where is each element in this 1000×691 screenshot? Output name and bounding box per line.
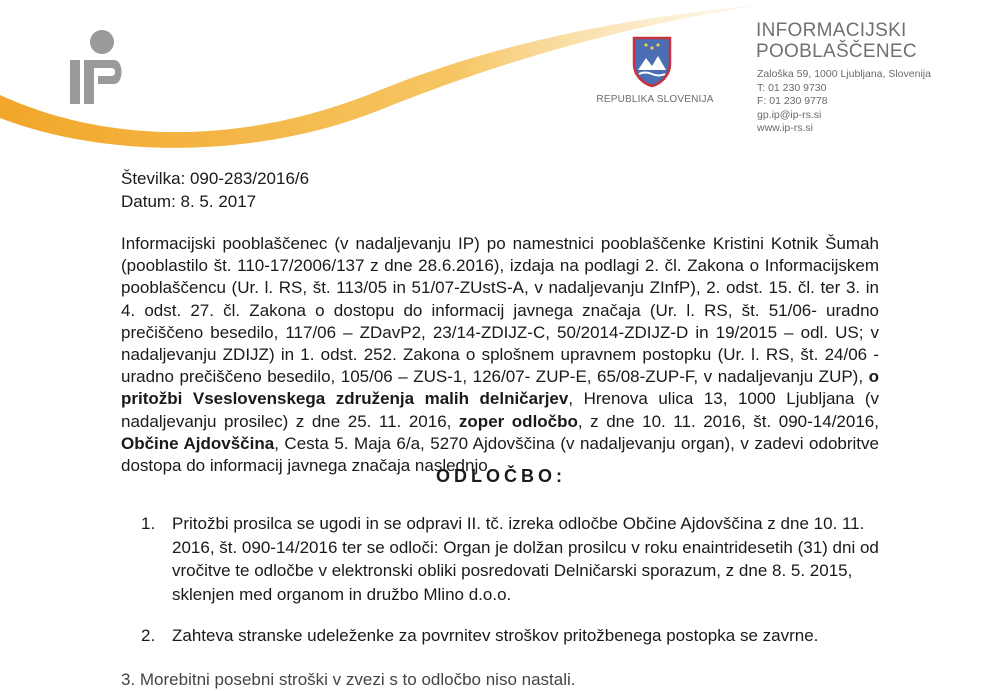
intro-text-1: Informacijski pooblaščenec (v nadaljevanju IP) po namestnici pooblaščenke Kristini Kotnik Šumah (pooblastilo št. 110-17/2006/137 z dne 28.6.2016), izdaja na podlagi 2. čl. Zakona o Informacijskem pooblaščencu (Ur. l. RS, št. 113/05 in 51/07-ZUstS-A, v nadaljevanju ZInfP), 2. odst. 15. čl. ter 3. in 4. odst. 27. čl. Zakona o dostopu do informacij javnega značaja (Ur. l. RS, št. 51/06- uradno prečiščeno besedilo, 117/06 – ZDavP2, 23/14-ZDIJZ-C, 50/2014-ZDIJZ-D in 19/2015 – odl. US; v nadaljevanju ZDIJZ) in 1. odst. 252. Zakona o splošnem upravnem postopku (Ur. l. RS, št. 24/06 - uradno prečiščeno besedilo, 105/06 – ZUS-1, 126/07- ZUP-E, 65/08-ZUP-F, v nadaljevanju ZUP), bbox=[121, 234, 879, 387]
ip-logo-icon bbox=[68, 28, 124, 108]
intro-text-2: , Hrenova ulica 13, 1000 Ljubljana (v nadaljevanju prosilec) z dne 25. 11. 2016, bbox=[121, 389, 880, 431]
republika-label: REPUBLIKA SLOVENIJA bbox=[596, 94, 714, 105]
intro-text-4: , Cesta 5. Maja 6/a, 5270 Ajdovščina (v nadaljevanju organ), v zadevi odobritve dostopa do informacij javnega značaja naslednjo bbox=[121, 433, 879, 476]
list-item bbox=[121, 512, 901, 606]
cut-off-line: 3. Morebitni posebni stroški v zvezi s to odločbo niso nastali. bbox=[121, 670, 576, 689]
org-name-line2: POOBLAŠČENEC bbox=[756, 41, 917, 62]
document-meta bbox=[121, 167, 309, 213]
contact-block bbox=[757, 68, 931, 136]
intro-text-3: , z dne 10. 11. 2016, št. 090-14/2016, bbox=[577, 411, 879, 431]
intro-bold-3: Občine Ajdovščina bbox=[121, 433, 275, 453]
address-text: Zaloška 59, 1000 Ljubljana, Slovenija bbox=[757, 68, 931, 80]
web-link[interactable]: www.ip-rs.si bbox=[757, 122, 814, 134]
intro-bold-2: zoper odločbo bbox=[458, 411, 578, 431]
item-text: Zahteva stranske udeleženke za povrnitev stroškov pritožbenega postopka se zavrne. bbox=[172, 626, 819, 645]
intro-bold-1: o pritožbi Vseslovenskega združenja malih delničarjev bbox=[121, 367, 879, 409]
list-item bbox=[121, 624, 901, 648]
phone-text: T: 01 230 9730 bbox=[757, 81, 827, 94]
email-link[interactable]: gp.ip@ip-rs.si bbox=[757, 108, 822, 121]
org-name-line1: INFORMACIJSKI bbox=[756, 20, 907, 41]
item-number: 1. bbox=[141, 514, 156, 533]
coat-of-arms-icon bbox=[630, 34, 674, 88]
item-number: 2. bbox=[141, 626, 156, 645]
decision-items bbox=[121, 512, 901, 666]
decision-heading: ODLOČBO: bbox=[436, 466, 566, 486]
item-text: Pritožbi prosilca se ugodi in se odpravi II. tč. izreka odločbe Občine Ajdovščina z dne 10. 11. 2016, št. 090-14/2016 ter se odloči: Organ je dolžan prosilcu v roku enaintridesetih (31) dni od vročitve te odločbe v elektronski obliki posredovati Delničarski sporazum, z dne 8. 5. 2015, sklenjen med organom in družbo Mlino d.o.o. bbox=[172, 514, 879, 604]
fax-text: F: 01 230 9778 bbox=[757, 95, 828, 107]
document-date: Datum: 8. 5. 2017 bbox=[121, 192, 257, 211]
document-number: Številka: 090-283/2016/6 bbox=[121, 169, 310, 188]
intro-paragraph bbox=[121, 233, 879, 477]
org-name bbox=[756, 20, 917, 62]
